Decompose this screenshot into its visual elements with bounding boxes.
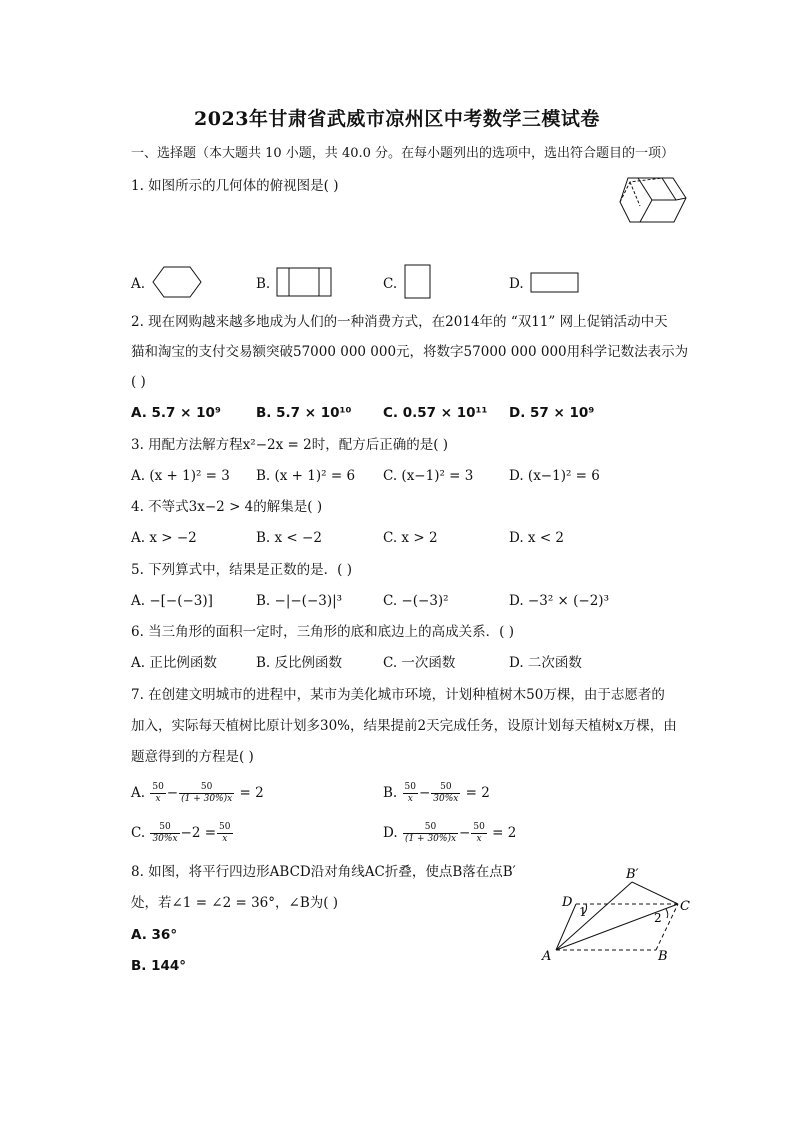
- fraction: $\frac{50}{x}$: [473, 822, 485, 844]
- q1-option-c-rectangle: [404, 264, 432, 300]
- q1-option-a: A.: [131, 276, 146, 292]
- fraction: $\frac{50}{x}$: [404, 782, 416, 804]
- point-c-label: C: [680, 899, 690, 914]
- question-7-line-3: 题意得到的方程是( ): [131, 749, 254, 765]
- question-2-line-2: 猫和淘宝的支付交易额突破57000 000 000元，将数字57000 000 000用科学记数法表示为: [131, 344, 689, 360]
- question-4-stem: 4. 不等式3x−2 > 4的解集是( ): [131, 499, 323, 515]
- question-6-stem: 6. 当三角形的面积一定时，三角形的底和底边上的高成关系．( ): [131, 624, 514, 640]
- q2-option-c: C. 0.57 × 10¹¹: [383, 405, 488, 421]
- q6-option-a: A. 正比例函数: [131, 655, 217, 671]
- question-1-stem: 1. 如图所示的几何体的俯视图是( ): [131, 178, 339, 194]
- q1-option-d: D.: [509, 276, 524, 292]
- fraction: $\frac{50}{x}$: [152, 782, 164, 804]
- q8-option-a: A. 36°: [131, 927, 178, 943]
- q2-option-a: A. 5.7 × 10⁹: [131, 405, 221, 421]
- q2-option-b: B. 5.7 × 10¹⁰: [256, 405, 352, 421]
- q5-option-b: B. −|−(−3)|³: [256, 593, 343, 609]
- q4-option-d: D. x < 2: [509, 530, 565, 546]
- q3-option-b: B. (x + 1)² = 6: [256, 468, 356, 484]
- q7-option-a-label: A.: [131, 785, 146, 801]
- point-b-label: B: [658, 949, 668, 964]
- question-5-stem: 5. 下列算式中，结果是正数的是．( ): [131, 562, 352, 578]
- q4-option-a: A. x > −2: [131, 530, 197, 546]
- q7-option-a: A. $\frac{50}{x}$ − $\frac{50}{(1 + 30\%)x}$ = 2: [131, 782, 264, 804]
- question-7-line-1: 7. 在创建文明城市的进程中，某市为美化城市环境，计划种植树木50万棵，由于志愿者的: [131, 687, 665, 703]
- fraction: $\frac{50}{(1 + 30\%)x}$: [181, 782, 233, 804]
- q6-option-c: C. 一次函数: [383, 655, 456, 671]
- question-8-line-1: 8. 如图，将平行四边形ABCD沿对角线AC折叠，使点B落在点B′: [131, 864, 516, 880]
- q5-option-c: C. −(−3)²: [383, 593, 449, 609]
- fraction: $\frac{50}{30\%x}$: [433, 782, 459, 804]
- point-d-label: D: [562, 895, 573, 910]
- q7-option-c: C. $\frac{50}{30\%x}$ −2 = $\frac{50}{x}$: [131, 822, 231, 844]
- q7-option-d-label: D.: [383, 825, 398, 841]
- section-heading: 一、选择题（本大题共 10 小题，共 40.0 分。在每小题列出的选项中，选出符合题目的一项）: [131, 146, 675, 161]
- q5-option-d: D. −3² × (−2)³: [509, 593, 609, 609]
- q3-option-a: A. (x + 1)² = 3: [131, 468, 230, 484]
- parallelogram-fold-figure: [536, 862, 696, 966]
- question-2-line-1: 2. 现在网购越来越多地成为人们的一种消费方式，在2014年的 “双11” 网上促销活动中天: [131, 314, 668, 330]
- fraction: $\frac{50}{30\%x}$: [152, 822, 178, 844]
- question-8-line-2: 处，若∠1 = ∠2 = 36°，∠B为( ): [131, 895, 339, 911]
- fraction: $\frac{50}{(1 + 30\%)x}$: [404, 822, 457, 844]
- q7-option-c-label: C.: [131, 825, 146, 841]
- page-title: 2023年甘肃省武威市凉州区中考数学三模试卷: [194, 108, 600, 130]
- q5-option-a: A. −[−(−3)]: [131, 593, 213, 609]
- q7-option-b: B. $\frac{50}{x}$ − $\frac{50}{30\%x}$ = 2: [383, 782, 490, 804]
- q6-option-d: D. 二次函数: [509, 655, 582, 671]
- q7-option-d: D. $\frac{50}{(1 + 30\%)x}$ − $\frac{50}{x}$ = 2: [383, 822, 517, 844]
- question-3-stem: 3. 用配方法解方程x²−2x = 2时，配方后正确的是( ): [131, 437, 449, 453]
- q4-option-c: C. x > 2: [383, 530, 438, 546]
- angle-1-label: 1: [579, 905, 587, 919]
- q1-option-a-hexagon: [152, 266, 202, 298]
- q1-option-d-rectangle: [530, 272, 580, 294]
- hexagonal-prism-figure: [618, 176, 690, 228]
- q1-option-b-rectangles: [276, 267, 332, 297]
- q2-option-d: D. 57 × 10⁹: [509, 405, 595, 421]
- q4-option-b: B. x < −2: [256, 530, 322, 546]
- q3-option-c: C. (x−1)² = 3: [383, 468, 474, 484]
- point-a-label: A: [542, 949, 552, 964]
- question-7-line-2: 加入，实际每天植树比原计划多30%，结果提前2天完成任务，设原计划每天植树x万棵，由: [131, 718, 677, 734]
- q6-option-b: B. 反比例函数: [256, 655, 343, 671]
- q1-option-c: C.: [383, 276, 398, 292]
- q8-option-b: B. 144°: [131, 958, 187, 974]
- question-2-line-3: ( ): [131, 374, 146, 390]
- angle-2-label: 2: [654, 911, 662, 925]
- point-b-prime-label: B′: [626, 867, 639, 882]
- q3-option-d: D. (x−1)² = 6: [509, 468, 600, 484]
- q7-option-b-label: B.: [383, 785, 398, 801]
- q1-option-b: B.: [256, 276, 271, 292]
- fraction: $\frac{50}{x}$: [219, 822, 231, 844]
